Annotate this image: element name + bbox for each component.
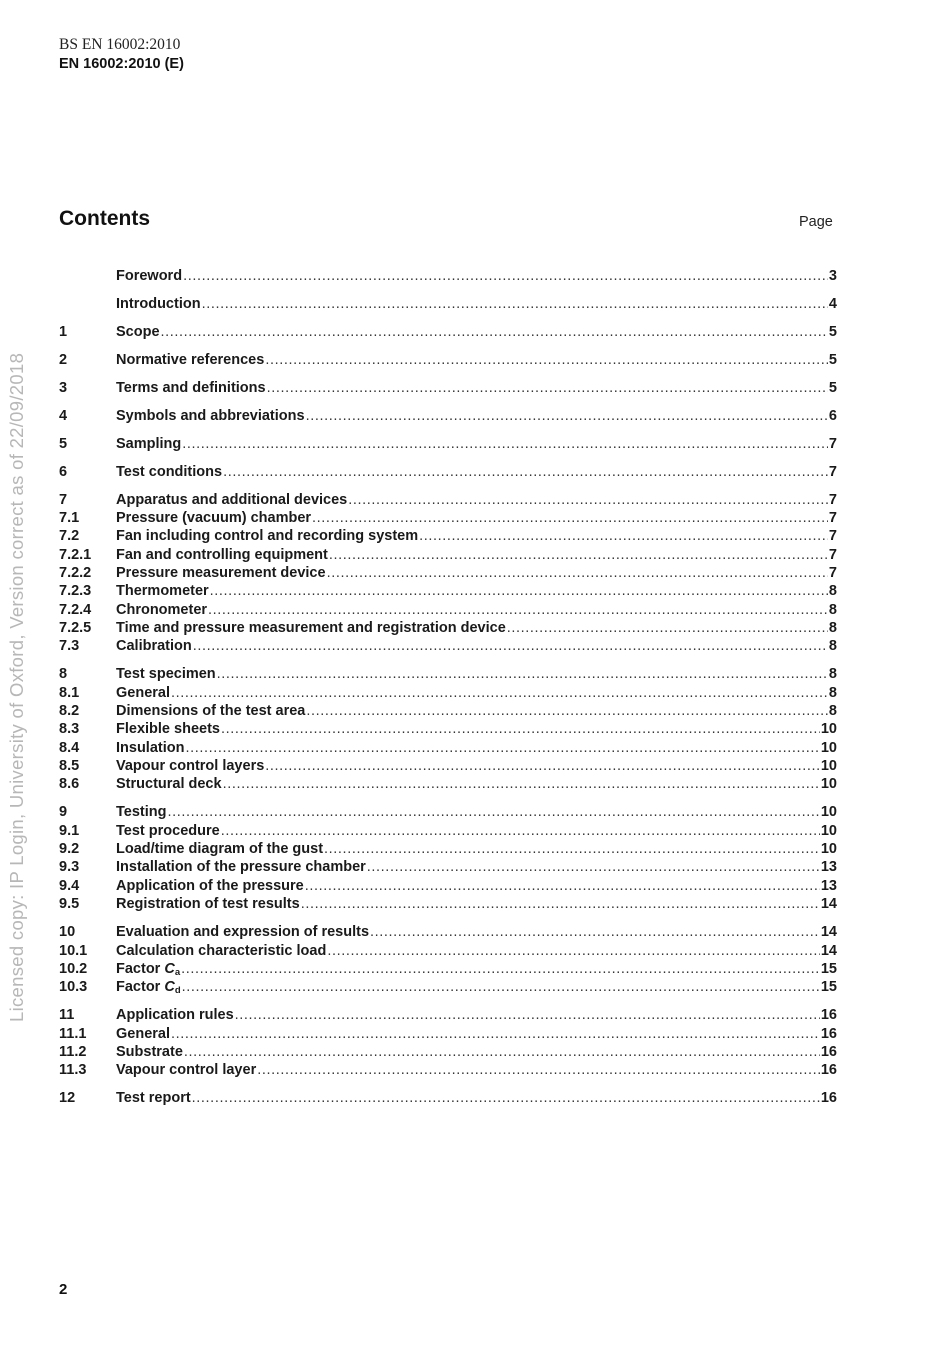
toc-leader-dots [192,1089,820,1107]
toc-entry-number: 7.2.1 [59,547,92,563]
toc-entry-number: 9.1 [59,823,80,839]
toc-entry[interactable] [59,407,837,425]
toc-entry-title: Chronometer [116,602,208,618]
toc-entry-title: Fan and controlling equipment [116,547,328,563]
toc-leader-dots [370,923,820,941]
toc-entry-number: 10.1 [59,943,88,959]
toc-entry-number: 8.2 [59,703,80,719]
toc-entry[interactable] [59,564,837,582]
toc-leader-dots [182,978,820,996]
toc-leader-dots [223,775,820,793]
toc-entry-number: 11.3 [59,1062,87,1078]
toc-entry-number: 8.5 [59,758,80,774]
toc-entry-page: 16 [820,1044,837,1060]
toc-entry-number: 1 [59,324,68,340]
toc-entry[interactable] [59,267,837,285]
toc-leader-dots [301,895,820,913]
toc-leader-dots [161,323,828,341]
toc-leader-dots [171,1025,820,1043]
toc-leader-dots [193,637,828,655]
toc-entry-page: 8 [828,638,837,654]
toc-entry-title: Pressure measurement device [116,565,326,581]
toc-entry-page: 7 [828,464,837,480]
toc-entry-title: Load/time diagram of the gust [116,841,324,857]
toc-entry-symbol-subscript: d [174,985,181,996]
toc-entry-number: 7.2.3 [59,583,92,599]
toc-entry-title: Sampling [116,436,182,452]
toc-entry-title: Pressure (vacuum) chamber [116,510,312,526]
toc-entry-number: 3 [59,380,68,396]
toc-leader-dots [208,601,828,619]
toc-entry-title: Time and pressure measurement and registration device [116,620,506,636]
toc-entry[interactable] [59,803,837,821]
toc-entry-title: Introduction [116,296,201,312]
toc-entry-page: 8 [828,602,837,618]
toc-entry-page: 10 [820,758,837,774]
toc-entry[interactable] [59,601,837,619]
toc-entry-title: Test specimen [116,666,216,682]
toc-leader-dots [223,463,828,481]
toc-entry-number: 9 [59,804,68,820]
toc-entry-number: 7 [59,492,68,508]
toc-entry[interactable] [59,942,837,960]
toc-entry-page: 8 [828,685,837,701]
toc-entry-number: 6 [59,464,68,480]
toc-leader-dots [348,491,828,509]
toc-leader-dots [182,435,828,453]
toc-entry[interactable] [59,351,837,369]
toc-entry-page: 5 [828,324,837,340]
toc-entry[interactable] [59,877,837,895]
toc-entry-page: 10 [820,823,837,839]
toc-entry-title: General [116,685,170,701]
page-number: 2 [59,1281,68,1298]
toc-entry-page: 7 [828,492,837,508]
toc-entry[interactable] [59,1025,837,1043]
toc-entry-number: 9.3 [59,859,80,875]
toc-leader-dots [185,739,819,757]
toc-entry-title: Vapour control layers [116,758,265,774]
toc-entry-title: Calibration [116,638,192,654]
toc-entry-number: 7.2 [59,528,80,544]
toc-leader-dots [221,720,820,738]
toc-entry-page: 14 [820,943,837,959]
toc-leader-dots [257,1061,820,1079]
toc-entry-page: 15 [820,961,837,977]
toc-leader-dots [210,582,828,600]
toc-entry-page: 7 [828,547,837,563]
toc-entry-number: 8.3 [59,721,80,737]
toc-entry[interactable] [59,1061,837,1079]
toc-entry[interactable] [59,1006,837,1024]
toc-entry-title: Apparatus and additional devices [116,492,348,508]
toc-entry-page: 4 [828,296,837,312]
contents-heading: Contents [59,207,150,230]
toc-entry[interactable] [59,923,837,941]
toc-entry-title: Evaluation and expression of results [116,924,370,940]
toc-entry-page: 14 [820,896,837,912]
toc-entry-page: 16 [820,1090,837,1106]
toc-leader-dots [419,527,828,545]
toc-leader-dots [305,877,820,895]
toc-leader-dots [306,407,828,425]
toc-entry[interactable] [59,757,837,775]
toc-entry-number: 5 [59,436,68,452]
toc-entry[interactable] [59,720,837,738]
toc-entry-page: 10 [820,721,837,737]
toc-entry-page: 16 [820,1007,837,1023]
page-column-label: Page [799,214,833,230]
toc-entry-title: Fan including control and recording system [116,528,419,544]
toc-entry[interactable] [59,702,837,720]
toc-entry-number: 11 [59,1007,75,1023]
toc-entry-page: 5 [828,380,837,396]
toc-entry-title: Scope [116,324,160,340]
toc-entry-title: Registration of test results [116,896,300,912]
toc-entry-page: 7 [828,510,837,526]
toc-entry-title: Application rules [116,1007,234,1023]
toc-entry-title: Application of the pressure [116,878,304,894]
toc-entry-number: 7.1 [59,510,80,526]
toc-entry-page: 14 [820,924,837,940]
toc-leader-dots [265,757,820,775]
toc-entry-title: Thermometer [116,583,209,599]
toc-entry[interactable] [59,546,837,564]
toc-entry-title: Test conditions [116,464,223,480]
toc-entry-title: Foreword [116,268,183,284]
toc-entry-page: 16 [820,1062,837,1078]
toc-entry-title: Substrate [116,1044,183,1060]
toc-entry[interactable] [59,840,837,858]
toc-entry[interactable] [59,619,837,637]
toc-entry-page: 7 [828,565,837,581]
toc-entry[interactable] [59,295,837,313]
toc-entry-number: 7.3 [59,638,80,654]
toc-entry-page: 3 [828,268,837,284]
toc-entry-page: 10 [820,776,837,792]
toc-leader-dots [183,267,828,285]
toc-entry-number: 11.1 [59,1026,87,1042]
toc-entry[interactable] [59,323,837,341]
toc-entry[interactable] [59,509,837,527]
toc-entry[interactable] [59,435,837,453]
toc-entry-number: 7.2.2 [59,565,92,581]
toc-entry[interactable] [59,858,837,876]
toc-entry-title: Structural deck [116,776,222,792]
toc-entry-title: Test report [116,1090,191,1106]
toc-entry-title: Flexible sheets [116,721,220,737]
toc-entry-page: 8 [828,703,837,719]
toc-leader-dots [267,379,828,397]
toc-entry-title: Normative references [116,352,265,368]
toc-entry-page: 8 [828,666,837,682]
toc-leader-dots [327,942,820,960]
toc-entry-title: Terms and definitions [116,380,266,396]
toc-leader-dots [265,351,828,369]
toc-entry[interactable] [59,895,837,913]
toc-entry-page: 7 [828,436,837,452]
toc-entry[interactable] [59,822,837,840]
toc-entry-title: Dimensions of the test area [116,703,306,719]
toc-entry[interactable] [59,775,837,793]
toc-entry-symbol-subscript: a [174,967,181,978]
toc-entry-number: 8.4 [59,740,80,756]
toc-leader-dots [324,840,820,858]
toc-entry[interactable] [59,739,837,757]
toc-entry-number: 8 [59,666,68,682]
toc-entry[interactable] [59,960,837,978]
toc-entry-title: Test procedure [116,823,220,839]
toc-entry-page: 10 [820,841,837,857]
document-id-en: EN 16002:2010 (E) [59,56,184,72]
toc-entry-title: Vapour control layer [116,1062,257,1078]
toc-entry[interactable] [59,491,837,509]
document-id: BS EN 16002:2010 [59,36,181,53]
toc-entry-page: 15 [820,979,837,995]
toc-leader-dots [327,564,828,582]
toc-entry-page: 8 [828,620,837,636]
toc-leader-dots [312,509,828,527]
toc-leader-dots [181,960,820,978]
toc-entry-number: 10.3 [59,979,88,995]
toc-leader-dots [221,822,820,840]
toc-entry-title: Insulation [116,740,185,756]
toc-entry-page: 10 [820,740,837,756]
toc-entry-title: Factor $C_d$ [116,979,181,996]
toc-entry-page: 10 [820,804,837,820]
toc-leader-dots [167,803,819,821]
toc-entry-number: 2 [59,352,68,368]
toc-entry[interactable] [59,527,837,545]
toc-entry-number: 9.5 [59,896,80,912]
toc-entry-number: 7.2.4 [59,602,92,618]
toc-entry-title: Installation of the pressure chamber [116,859,366,875]
toc-entry[interactable] [59,637,837,655]
toc-entry-symbol: C [164,961,175,977]
toc-entry-page: 8 [828,583,837,599]
toc-entry[interactable] [59,978,837,996]
toc-entry-page: 6 [828,408,837,424]
toc-entry-page: 13 [820,859,837,875]
toc-entry[interactable] [59,582,837,600]
toc-entry-page: 5 [828,352,837,368]
toc-entry-symbol: C [164,979,175,995]
toc-leader-dots [202,295,828,313]
toc-entry-title: Symbols and abbreviations [116,408,305,424]
toc-entry-number: 12 [59,1090,76,1106]
toc-entry-title: Factor $C_a$ [116,961,181,978]
toc-entry-number: 4 [59,408,68,424]
toc-entry[interactable] [59,1043,837,1061]
toc-entry-number: 7.2.5 [59,620,92,636]
toc-entry-page: 16 [820,1026,837,1042]
toc-entry[interactable] [59,379,837,397]
toc-leader-dots [235,1006,820,1024]
toc-entry[interactable] [59,463,837,481]
toc-entry[interactable] [59,684,837,702]
toc-entry-page: 13 [820,878,837,894]
toc-entry-number: 10.2 [59,961,88,977]
toc-entry-title: General [116,1026,170,1042]
toc-entry[interactable] [59,665,837,683]
toc-entry-number: 8.1 [59,685,80,701]
toc-entry-number: 10 [59,924,76,940]
toc-entry-number: 8.6 [59,776,80,792]
toc-entry-number: 9.2 [59,841,80,857]
toc-leader-dots [329,546,828,564]
toc-leader-dots [171,684,828,702]
toc-leader-dots [306,702,828,720]
toc-entry-title: Testing [116,804,167,820]
toc-entry[interactable] [59,1089,837,1107]
toc-leader-dots [367,858,820,876]
toc-entry-title: Calculation characteristic load [116,943,327,959]
toc-entry-number: 9.4 [59,878,80,894]
toc-entry-number: 11.2 [59,1044,87,1060]
toc-entry-page: 7 [828,528,837,544]
toc-leader-dots [507,619,828,637]
license-watermark: Licensed copy: IP Login, University of Oxford, Version correct as of 22/09/2018 [6,352,27,1022]
toc-leader-dots [217,665,828,683]
toc-leader-dots [184,1043,820,1061]
